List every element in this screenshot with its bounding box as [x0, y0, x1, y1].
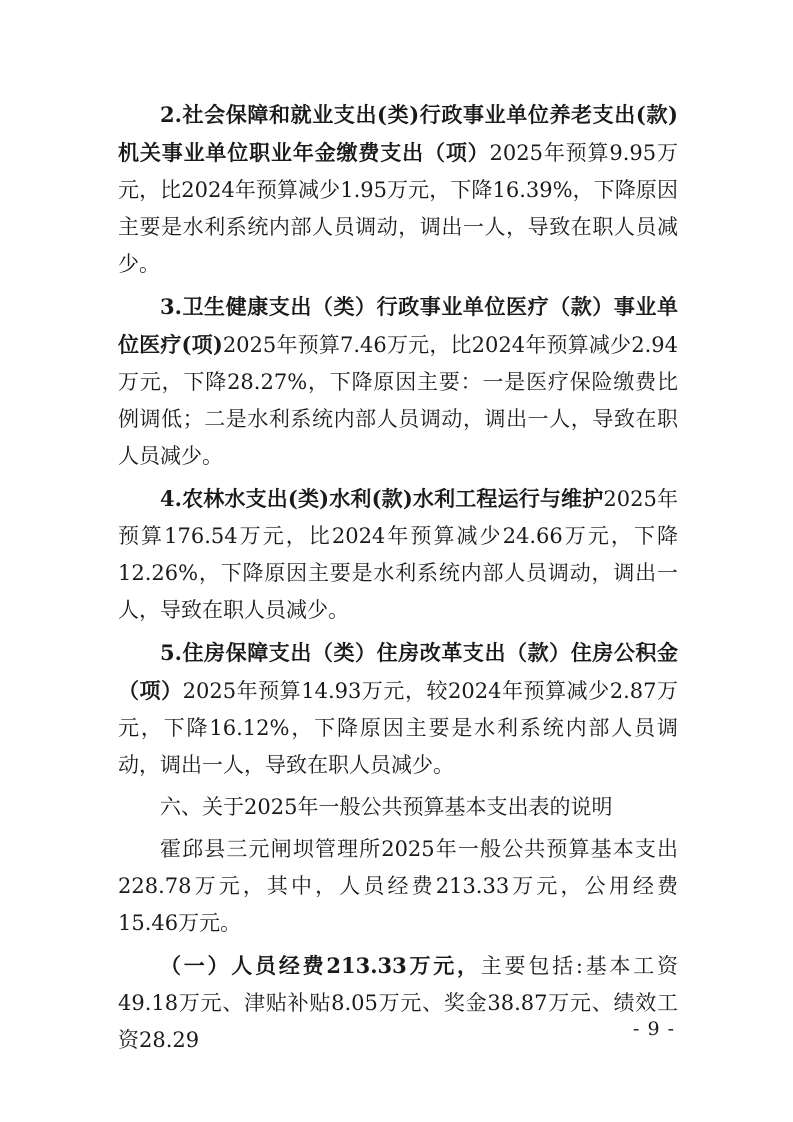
budget-item-title: 3.卫生健康支出（类）行政事业单位医疗（款）事业单位医疗(项) — [118, 294, 678, 357]
page-number: - 9 - — [632, 1018, 675, 1040]
section-heading: 六、关于2025年一般公共预算基本支出表的说明 — [160, 795, 613, 819]
budget-item-text: 2025年预算14.93万元，较2024年预算减少2.87万元，下降16.12%，下降原因主要是水利系统内部人员调动，调出一人，导致在职人员减少。 — [118, 679, 679, 777]
budget-item-text: 2025年预算7.46万元，比2024年预算减少2.94万元，下降28.27%，下降原因主要：一是医疗保险缴费比例调低；二是水利系统内部人员调动，调出一人，导致在职人员减少。 — [118, 333, 679, 468]
budget-item-text: 2025年预算176.54万元，比2024年预算减少24.66万元，下降12.26%，下降原因主要是水利系统内部人员调动，调出一人，导致在职人员减少。 — [118, 487, 678, 622]
budget-item-title: 5.住房保障支出（类）住房改革支出（款）住房公积金（项） — [118, 640, 678, 703]
budget-item-3 — [118, 288, 678, 475]
budget-item-title: 4.农林水支出(类)水利(款)水利工程运行与维护 — [160, 486, 604, 511]
budget-item-2 — [118, 96, 678, 283]
budget-item-5 — [118, 634, 678, 784]
basic-expenditure-summary: 霍邱县三元闸坝管理所2025年一般公共预算基本支出228.78万元，其中，人员经费213.33万元，公用经费15.46万元。 — [118, 837, 678, 935]
personnel-expenses — [118, 947, 678, 1059]
personnel-expenses-title: （一）人员经费213.33万元， — [160, 953, 481, 978]
personnel-expenses-text: 主要包括:基本工资49.18万元、津贴补贴8.05万元、奖金38.87万元、绩效工资28.29 — [118, 954, 678, 1052]
budget-item-4 — [118, 480, 678, 629]
budget-item-title: 2.社会保障和就业支出(类)行政事业单位养老支出(款)机关事业单位职业年金缴费支出（项） — [118, 102, 678, 165]
page-content — [118, 96, 678, 1059]
budget-item-text: 2025年预算9.95万元，比2024年预算减少1.95万元，下降16.39%，下降原因主要是水利系统内部人员调动，调出一人，导致在职人员减少。 — [118, 141, 679, 276]
